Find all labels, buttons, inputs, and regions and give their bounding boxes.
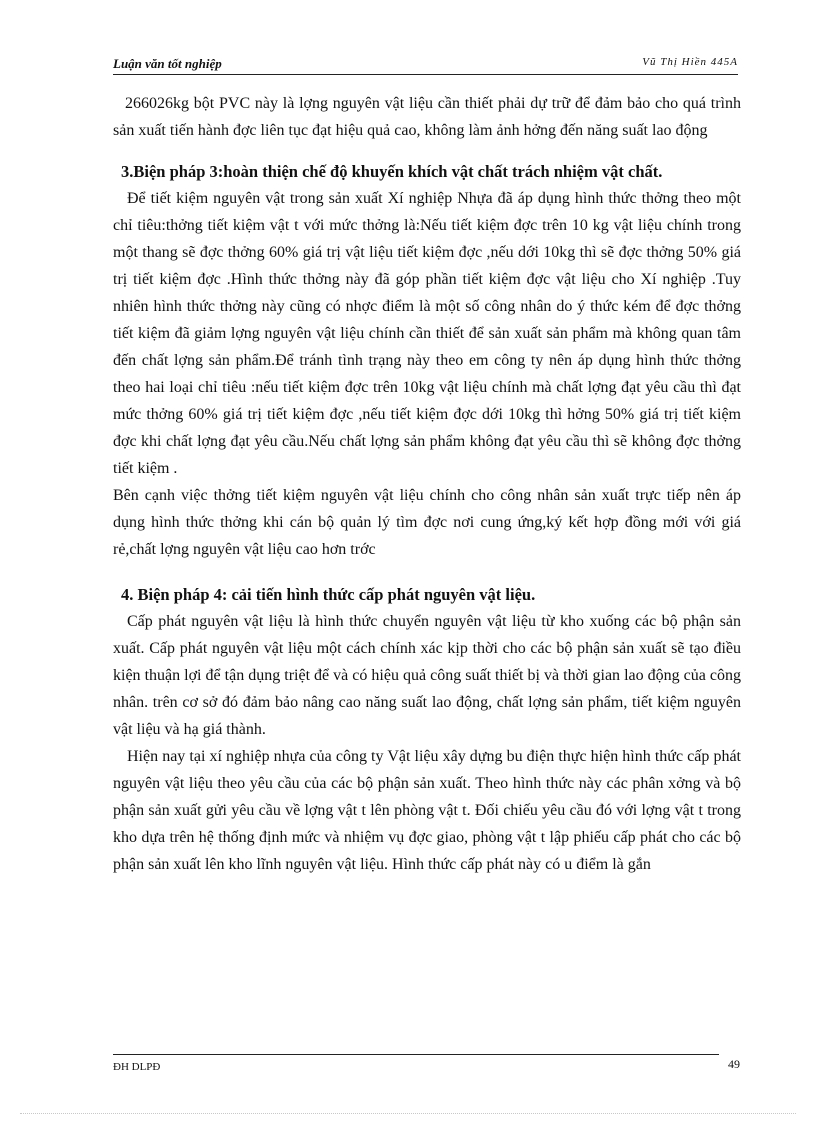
heading-measure-4: 4. Biện pháp 4: cải tiến hình thức cấp phát nguyên vật liệu. <box>121 585 536 604</box>
header-title: Luận văn tốt nghiệp <box>113 56 222 71</box>
paragraph-material-allocation: Cấp phát nguyên vật liệu là hình thức chuyển nguyên vật liệu từ kho xuống các bộ phận sản xuất. Cấp phát nguyên vật liệu một cách chính xác kịp thời cho các bộ phận sản xuất sẽ tạo điều kiện thuận lợi để tận dụng triệt để và có hiệu quả công suất thiết bị và thời gian lao động của công nhân. trên cơ sở đó đảm bảo nâng cao năng suất lao động, chất lợng sản phẩm, tiết kiệm nguyên vật liệu và hạ giá thành. <box>113 613 741 738</box>
paragraph-current-practice: Hiện nay tại xí nghiệp nhựa của công ty Vật liệu xây dựng bu điện thực hiện hình thức cấp phát nguyên vật liệu theo yêu cầu của các bộ phận sản xuất. Theo hình thức này các phân xởng và bộ phận sản xuất gửi yêu cầu về lợng vật t lên phòng vật t. Đối chiếu yêu cầu đó với lợng vật t trong kho dựa trên hệ thống định mức và nhiệm vụ đợc giao, phòng vật t lập phiếu cấp phát cho các bộ phận sản xuất lên kho lĩnh nguyên vật liệu. Hình thức cấp phát này có u điểm là gắn <box>113 748 741 873</box>
header-author: Vũ Thị Hiền 445A <box>642 56 738 68</box>
paragraph-bonus-policy: Để tiết kiệm nguyên vật trong sản xuất Xí nghiệp Nhựa đã áp dụng hình thức thởng theo một chỉ tiêu:thởng tiết kiệm vật t với mức thởng là:Nếu tiết kiệm đợc trên 10 kg vật liệu chính trong một thang sẽ đợc thởng 60% giá trị vật liệu tiết kiệm đợc ,nếu dới 10kg thì sẽ đợc thởng 50% giá trị tiết kiệm đợc .Hình thức thởng này đã góp phần tiết kiệm đợc vật liệu cho Xí nghiệp .Tuy nhiên hình thức thởng này cũng có nhợc điểm là một số công nhân do ý thức kém để đợc thởng tiết kiệm đã giảm lợng nguyên vật liệu chính cần thiết để sản xuất sản phẩm mà không quan tâm đến chất lợng sản phẩm.Để tránh tình trạng này theo em công ty nên áp dụng hình thức thởng theo hai loại chỉ tiêu :nếu tiết kiệm đợc trên 10kg vật liệu chính mà chất lợng đạt yêu cầu thì đạt mức thởng 60% giá trị tiết kiệm đợc ,nếu tiết kiệm đợc dới 10kg thì hởng 50% giá trị tiết kiệm đợc khi chất lợng đạt yêu cầu.Nếu chất lợng sản phẩm không đạt yêu cầu thì sẽ không đợc thởng tiết kiệm . <box>113 190 741 477</box>
heading-measure-3: 3.Biện pháp 3:hoàn thiện chế độ khuyến khích vật chất trách nhiệm vật chất. <box>121 162 663 181</box>
paragraph-pvc-reserve: 266026kg bột PVC này là lợng nguyên vật liệu cần thiết phải dự trữ để đảm bảo cho quá trình sản xuất tiến hành đợc liên tục đạt hiệu quả cao, không làm ảnh hởng đến năng suất lao động <box>113 95 741 139</box>
paragraph-bonus-extra: Bên cạnh việc thởng tiết kiệm nguyên vật liệu chính cho công nhân sản xuất trực tiếp nên áp dụng hình thức thởng khi cán bộ quản lý tìm đợc nơi cung ứng,ký kết hợp đồng mới với giá rẻ,chất lợng nguyên vật liệu cao hơn trớc <box>113 487 741 558</box>
page-number: 49 <box>728 1057 740 1071</box>
page-footer <box>113 1054 719 1073</box>
page-content <box>113 90 741 878</box>
page-header <box>113 52 738 75</box>
page-bottom-divider <box>20 1113 796 1114</box>
footer-institution: ĐH DLPĐ <box>113 1061 161 1073</box>
